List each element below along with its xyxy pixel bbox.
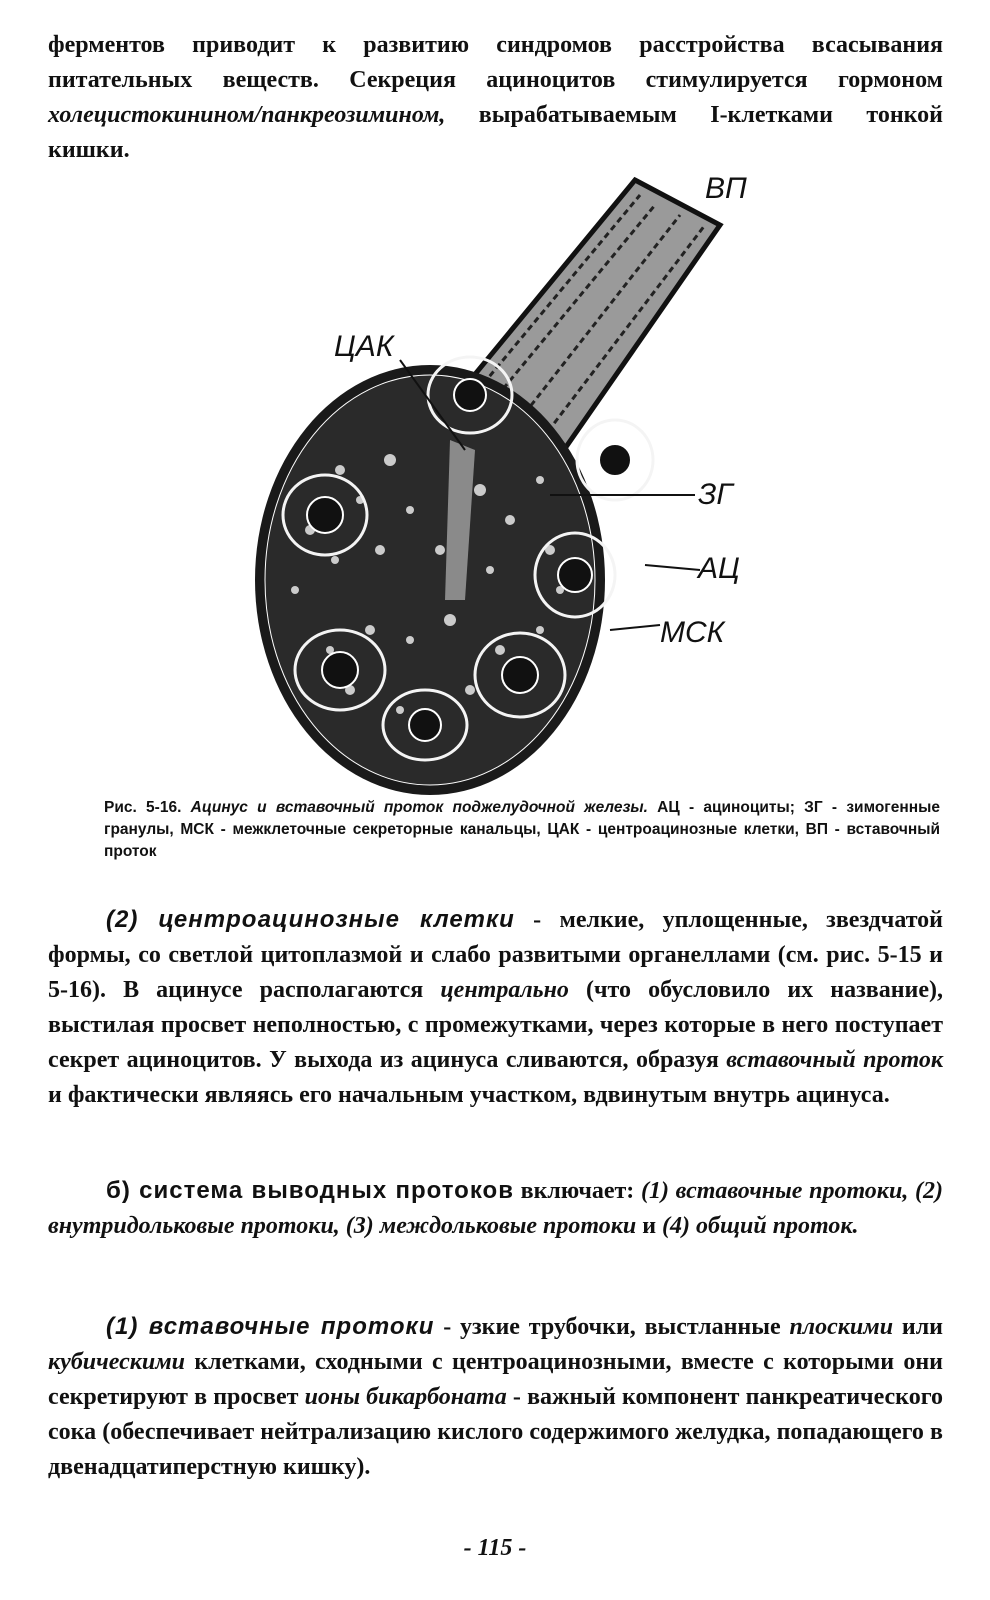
label-zg: ЗГ bbox=[698, 478, 733, 511]
paragraph-italic: (4) общий проток. bbox=[662, 1213, 859, 1239]
paragraph-text: или bbox=[893, 1314, 943, 1340]
paragraph-text: - важный компонент панкреатического сока (обеспечивает нейтрализацию кислого содержимого желудка, попадающего в двенадцатиперстную кишку). bbox=[48, 1384, 943, 1480]
paragraph-italic: вставочный проток bbox=[726, 1047, 944, 1073]
paragraph-text: включает: bbox=[513, 1178, 641, 1204]
section-heading: (2) центроацинозные клетки bbox=[106, 906, 515, 933]
acinus-figure bbox=[250, 170, 790, 800]
section-heading: б) система выводных протоков bbox=[106, 1177, 514, 1204]
paragraph-intercalated-ducts bbox=[48, 1309, 943, 1485]
label-ats: АЦ bbox=[698, 552, 740, 585]
paragraph-text: и bbox=[636, 1213, 663, 1239]
paragraph-text: вырабатываемым I-клетками тонкой кишки. bbox=[48, 102, 943, 163]
paragraph-centroacinar bbox=[48, 902, 943, 1113]
paragraph-italic: плоскими bbox=[789, 1314, 894, 1340]
caption-text: АЦ - ациноциты; ЗГ - зимогенные гранулы, МСК - межклеточные секреторные канальцы, ЦАК - центроацинозные клетки, ВП - вставочный проток bbox=[104, 799, 940, 860]
caption-prefix: Рис. 5-16. bbox=[104, 799, 191, 816]
paragraph-italic: (1) вставочные протоки, (2) внутридольковые протоки, (3) междольковые протоки bbox=[48, 1178, 943, 1239]
paragraph-italic: кубическими bbox=[48, 1349, 186, 1375]
caption-title: Ацинус и вставочный проток поджелудочной железы. bbox=[190, 799, 648, 816]
label-vp: ВП bbox=[705, 172, 747, 205]
label-tsak: ЦАК bbox=[334, 330, 394, 363]
paragraph-italic: холецистокинином/панкреозимином, bbox=[48, 102, 446, 128]
paragraph-text: (что обусловило их название), выстилая просвет неполностью, с промежутками, через которые в него поступает секрет ациноцитов. У выхода из ацинуса сливаются, образуя bbox=[48, 977, 943, 1073]
paragraph-duct-system bbox=[48, 1173, 943, 1244]
paragraph-text: ферментов приводит к развитию синдромов расстройства всасывания питательных веществ. Секреция ациноцитов стимулируется гормоном bbox=[48, 32, 943, 93]
paragraph-text: и фактически являясь его начальным участком, вдвинутым внутрь ацинуса. bbox=[48, 1082, 890, 1108]
label-msk: МСК bbox=[660, 616, 725, 649]
paragraph-text: клетками, сходными с центроацинозными, вместе с которыми они секретируют в просвет bbox=[48, 1349, 943, 1410]
paragraph-text: - узкие трубочки, выстланные bbox=[434, 1314, 790, 1340]
paragraph-text: - мелкие, уплощенные, звездчатой формы, со светлой цитоплазмой и слабо развитыми органеллами (см. рис. 5-15 и 5-16). В ацинусе располагаются bbox=[48, 907, 944, 1003]
paragraph-italic: ионы бикарбоната bbox=[304, 1384, 507, 1410]
page-number: - 115 - bbox=[463, 1535, 527, 1561]
paragraph-intro bbox=[48, 28, 943, 168]
section-heading: (1) вставочные протоки bbox=[106, 1313, 435, 1340]
figure-caption bbox=[104, 797, 940, 863]
paragraph-italic: центрально bbox=[440, 977, 569, 1003]
